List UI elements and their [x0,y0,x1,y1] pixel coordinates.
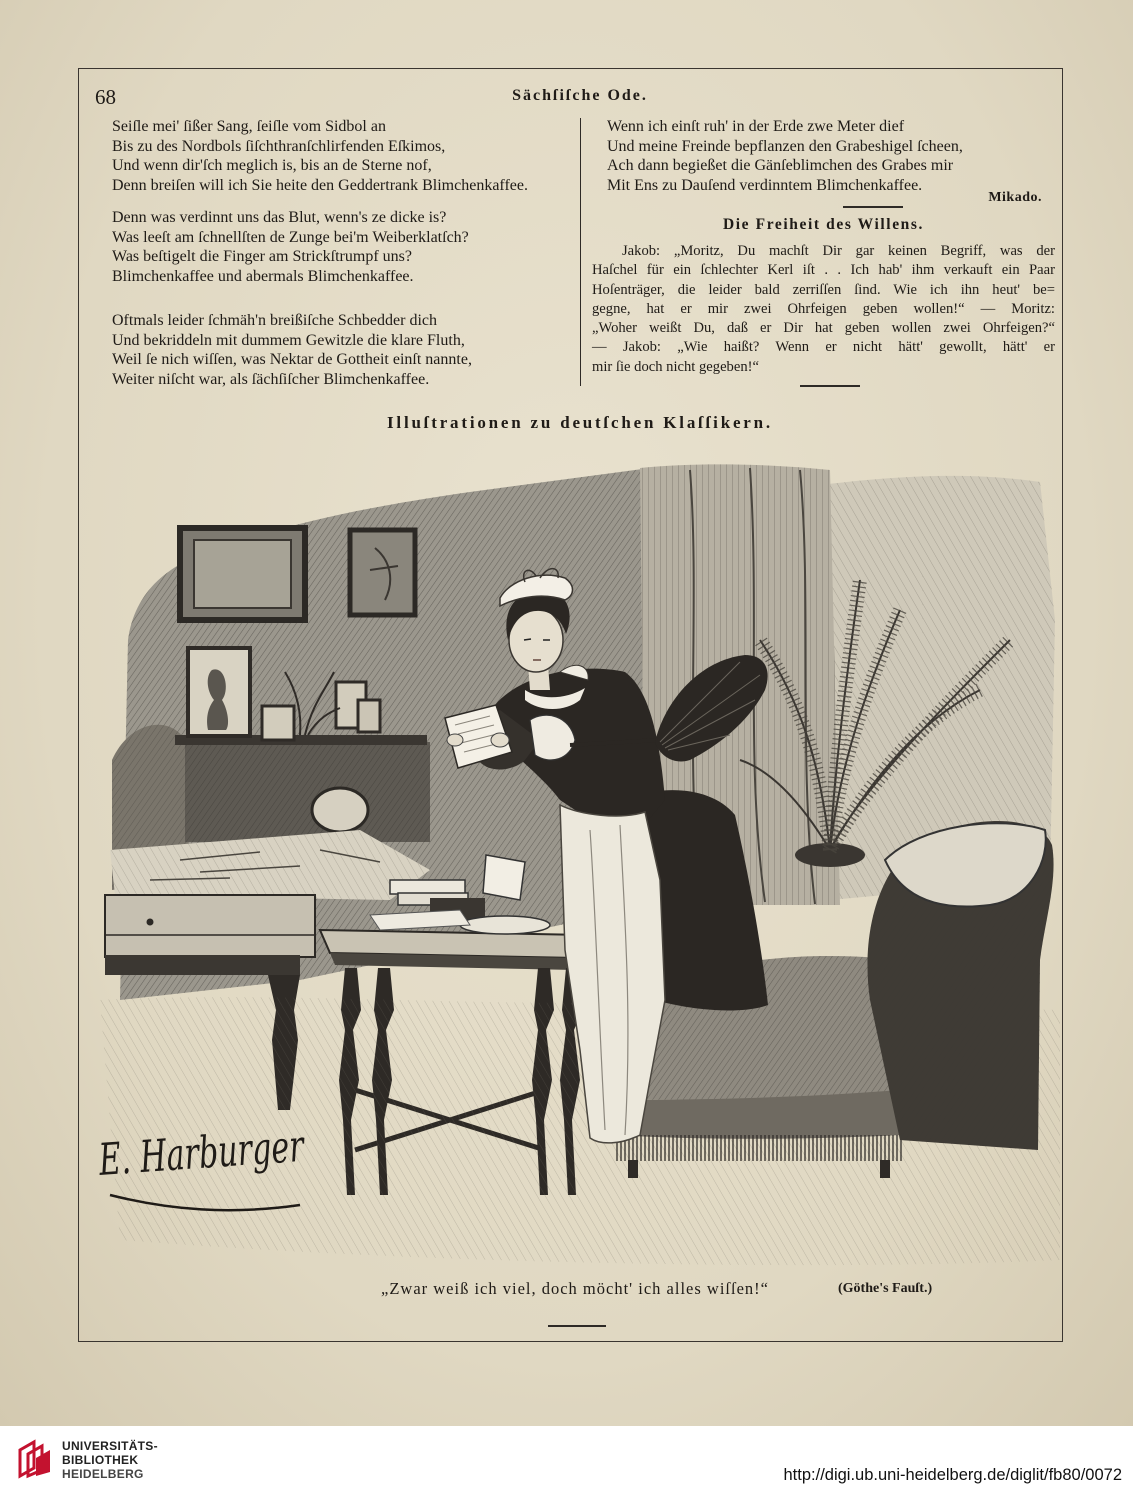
page-title: Sächſiſche Ode. [512,87,648,104]
desk-base [105,955,300,975]
engraving-illustration [90,440,1065,1280]
verse-line: Und bekriddeln mit dummem Gewitzle die klare Fluth, [112,331,465,349]
illustration-heading: Illuſtrationen zu deutſchen Klaſſikern. [387,413,773,432]
separator-rule [800,385,860,387]
chaise-fringe [614,1135,902,1161]
page-number: 68 [95,85,116,109]
ode-stanza-3 [112,311,472,389]
library-name [62,1439,158,1481]
paragraph-line: mir ſie doch nicht gegeben!“ [592,358,759,375]
library-name-line: HEIDELBERG [62,1467,144,1481]
maid-hand [491,733,509,747]
verse-line: Denn breiſen will ich Sie heite den Geddertrank Blimchenkaffee. [112,176,528,194]
paragraph-line: Jakob: „Moritz, Du machſt Dir gar keinen Begriff, was der [622,243,1055,259]
verse-line: Oftmals leider ſchmäh'n breißiſche Schbedder dich [112,312,437,329]
paragraph-line: gegne, hat er mir zwei Ohrfeigen geben wollen!“ — Moritz: [592,300,1055,317]
verse-line: Blimchenkaffee und abermals Blimchenkaffee. [112,267,414,285]
separator-rule [548,1325,606,1327]
wall-picture-frame [350,530,415,615]
desk-front [105,895,315,957]
verse-line: Weil ſe nich wiſſen, was Nektar de Gottheit einſt nannte, [112,351,472,369]
paragraph-line: — Jakob: „Wie haißt? Wenn er nicht hätt' gewollt, hätt' er [592,339,1055,356]
paragraph-line: Haſchel für ein ſchlechter Kerl iſt . . Ich hab' ihm verkauft ein Paar [592,262,1055,279]
paragraph-line: Hoſenträger, die leider bald zerriſſen ſind. Wie ich ihn heut' be= [592,281,1055,298]
library-name-line: BIBLIOTHEK [62,1453,139,1467]
anecdote-title: Die Freiheit des Willens. [722,216,925,233]
desk-drawer-knob [147,919,154,926]
inkstand [312,788,368,832]
library-name-line: UNIVERSITÄTS- [62,1439,158,1453]
book-stack [390,880,465,894]
cabinet-hatching [185,742,430,842]
ode-stanza-4 [607,117,963,195]
chaise-leg [628,1160,638,1178]
verse-line: Wenn ich einſt ruh' in der Erde zwe Meter dief [607,118,905,135]
verse-line: Was beſtigelt die Finger am Strickſtrumpf uns? [112,248,412,266]
separator-rule [843,206,903,208]
permalink-url[interactable]: http://digi.ub.uni-heidelberg.de/diglit/fb80/0072 [783,1466,1122,1484]
poem-author: Mikado. [988,190,1042,205]
photo-frame [262,706,294,740]
paragraph-line: „Woher weißt Du, daß er Dir hat geben wollen zwei Ohrfeigen?“ [592,320,1055,337]
ode-stanza-2 [112,208,469,286]
maid-hand [447,734,463,746]
verse-line: Ach dann begießet die Gänſeblimchen des Grabes mir [607,157,954,175]
column-divider [580,118,581,386]
photo-frame [358,700,380,732]
verse-line: Mit Ens zu Dauſend verdinntem Blimchenkaffee. [607,176,923,194]
verse-line: Bis zu des Nordbols ſiſchthranſchlirfenden Eſkimos, [112,137,446,155]
anecdote-paragraph [592,242,1055,377]
white-card [483,855,525,900]
artist-signature: E. Harburger [97,1114,399,1186]
wall-picture [194,540,291,608]
verse-line: Denn was verdinnt uns das Blut, wenn's ze dicke is? [112,209,447,226]
saucer [460,916,550,934]
library-logo-icon [16,1436,56,1480]
verse-line: Was leeſt am ſchnellſten de Zunge bei'm Weiberklatſch? [112,228,469,246]
verse-line: Weiter niſcht war, als ſächſiſcher Blimchenkaffee. [112,370,430,388]
illustration-caption: „Zwar weiß ich viel, doch möcht' ich alles wiſſen!“ [381,1279,769,1298]
verse-line: Seiſle mei' ſißer Sang, ſeiſle vom Sidbol an [112,118,386,135]
verse-line: Und wenn dir'ſch meglich is, bis an de Sterne nof, [112,157,432,175]
ode-stanza-1 [112,117,528,195]
caption-source: (Göthe's Fauſt.) [838,1281,933,1296]
viewer-footer [0,1426,1133,1507]
chaise-leg [880,1160,890,1178]
verse-line: Und meine Freinde bepflanzen den Grabeshigel ſcheen, [607,137,963,155]
